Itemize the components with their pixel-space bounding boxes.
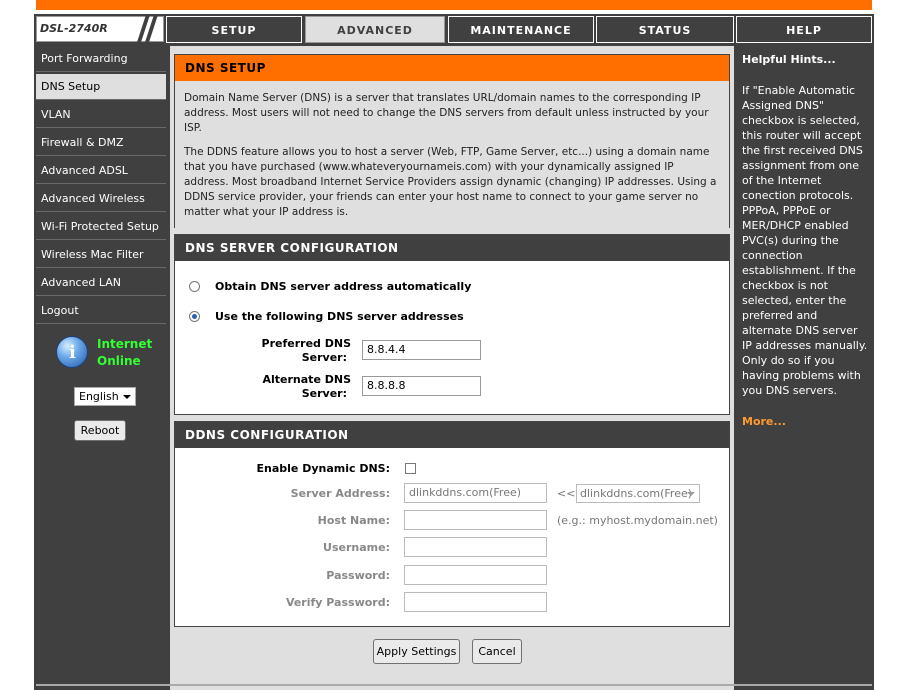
status-line-2: Online [97,354,141,368]
tab-status[interactable]: STATUS [596,16,734,43]
verify-password-input[interactable] [404,592,547,612]
hints-body: If "Enable Automatic Assigned DNS" checkbox is selected, this router will accept the first received DNS assignment from one of the Internet conection protocols. PPPoA, PPPoE or MER/DHCP enabled PVC(s) during the connection establishment. If the checkbox is not selected, enter the preferred and alternate DNS server IP addresses manually. Only do so if you having problems with you DNS servers. [742,84,868,397]
obtain-dns-auto-label: Obtain DNS server address automatically [215,280,472,293]
tab-advanced[interactable]: ADVANCED [305,16,445,43]
sidebar [36,46,166,326]
ddns-config-section [174,421,730,627]
chevron-down-icon [123,395,131,399]
bottom-divider [36,684,872,686]
dns-server-config-title: DNS SERVER CONFIGURATION [175,235,729,261]
hints-more-link[interactable]: More... [742,415,786,428]
host-name-label: Host Name: [317,514,390,527]
sidebar-item-logout[interactable]: Logout [36,298,166,324]
dns-setup-section [174,54,730,228]
brand-logo [36,16,164,42]
server-address-label: Server Address: [290,487,390,500]
sidebar-item-port-forwarding[interactable]: Port Forwarding [36,46,166,72]
password-input[interactable] [404,565,547,585]
alternate-dns-label-2: Server: [301,387,347,400]
sidebar-item-vlan[interactable]: VLAN [36,102,166,128]
server-address-separator: << [557,487,576,500]
sidebar-item-wireless-mac-filter[interactable]: Wireless Mac Filter [36,242,166,268]
model-name: DSL-2740R [40,22,108,35]
sidebar-item-advanced-lan[interactable]: Advanced LAN [36,270,166,296]
tab-help[interactable]: HELP [736,16,872,43]
enable-ddns-checkbox[interactable] [405,463,416,474]
use-following-dns-radio[interactable] [189,311,200,322]
dns-setup-description [175,81,729,239]
tab-setup[interactable]: SETUP [166,16,302,43]
dns-intro-paragraph: Domain Name Server (DNS) is a server that translates URL/domain names to the corresponding IP address. Most users will not need to change the DNS servers from default unless instructed by your ISP. [184,92,709,134]
top-strip [0,0,899,12]
top-orange-bar [36,0,872,10]
internet-status-text [97,336,152,370]
server-address-select-value: dlinkddns.com(Free) [580,487,693,500]
sidebar-item-advanced-wireless[interactable]: Advanced Wireless [36,186,166,212]
preferred-dns-label: Preferred DNS [261,337,351,350]
alternate-dns-label: Alternate DNS [262,373,351,386]
tab-maintenance[interactable]: MAINTENANCE [448,16,594,43]
username-label: Username: [323,541,390,554]
language-select[interactable] [74,387,136,406]
verify-password-label: Verify Password: [285,596,390,609]
username-input[interactable] [404,537,547,557]
helpful-hints-panel [738,46,872,690]
hints-title: Helpful Hints... [742,53,836,66]
host-name-input[interactable] [404,510,547,530]
sidebar-item-dns-setup[interactable]: DNS Setup [36,74,166,100]
cancel-button[interactable]: Cancel [472,639,522,664]
use-following-dns-label: Use the following DNS server addresses [215,310,464,323]
dns-setup-title: DNS SETUP [175,55,729,81]
enable-ddns-label: Enable Dynamic DNS: [256,462,390,475]
sidebar-item-firewall-dmz[interactable]: Firewall & DMZ [36,130,166,156]
sidebar-item-advanced-adsl[interactable]: Advanced ADSL [36,158,166,184]
ddns-intro-paragraph: The DDNS feature allows you to host a server (Web, FTP, Game Server, etc...) using a domain name that you have purchased (www.whateveryournameis.com) with your dynamically assigned IP address. Most broadband Internet Service Providers assign dynamic (changing) IP addresses. Using a DDNS service provider, your friends can enter your host name to connect to your game server no matter what your IP address is. [184,146,717,218]
apply-settings-button[interactable]: Apply Settings [373,639,460,664]
server-address-select[interactable] [576,484,700,503]
dns-server-config-section [174,234,730,415]
password-label: Password: [326,569,390,582]
chevron-down-icon [687,492,695,496]
preferred-dns-label-2: Server: [301,351,347,364]
internet-status [56,336,166,372]
preferred-dns-input[interactable]: 8.8.4.4 [362,340,481,360]
sidebar-item-wifi-protected-setup[interactable]: Wi-Fi Protected Setup [36,214,166,240]
ddns-config-title: DDNS CONFIGURATION [175,422,729,448]
server-address-input[interactable]: dlinkddns.com(Free) [404,483,547,503]
alternate-dns-input[interactable]: 8.8.8.8 [362,376,481,396]
language-value: English [79,390,119,403]
host-name-hint: (e.g.: myhost.mydomain.net) [557,514,718,527]
main-content [170,46,734,690]
obtain-dns-auto-radio[interactable] [189,281,200,292]
reboot-button[interactable]: Reboot [74,420,126,441]
status-line-1: Internet [97,337,153,351]
globe-info-icon: i [56,336,88,368]
